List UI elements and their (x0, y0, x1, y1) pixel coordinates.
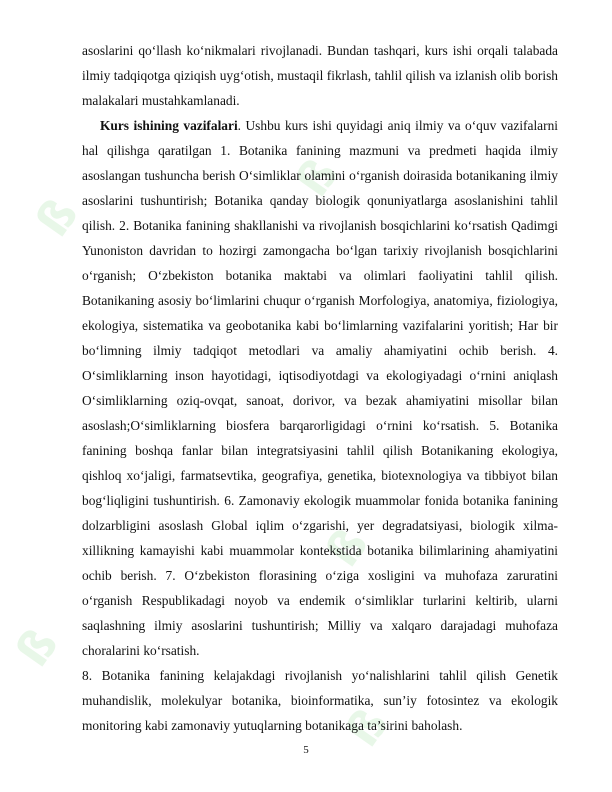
watermark-logo: ß (334, 697, 399, 757)
paragraph-future: 8. Botanika fanining kelajakdagi rivojlanish yo‘nalishlarini tahlil qilish Genetik muhandislik, molekulyar botanika, bioinformatika, sun’iy fotosintez va ekologik monitoring kabi zamonaviy yutuqlarning botanikaga ta’sirini baholash. (82, 668, 558, 733)
watermark-logo: ß (284, 147, 349, 207)
watermark-logo: ß (24, 187, 89, 247)
paragraph-tasks (82, 113, 558, 663)
document-body (82, 38, 558, 738)
tasks-text: . Ushbu kurs ishi quyidagi aniq ilmiy va o‘quv vazifalarni hal qilishga qaratilgan 1. Botanika fanining mazmuni va predmeti haqida ilmiy asoslangan tushuncha berish O‘simliklar olamini o‘rganish doirasida botanikaning ilmiy asoslarini tushuntirish; Botanika qanday biologik qonuniyatlarga asoslanishini tahlil qilish. 2. Botanika fanining shakllanishi va rivojlanish bosqichlarini ko‘rsatish Qadimgi Yunoniston davridan to hozirgi zamongacha bo‘lgan tarixiy rivojlanish bosqichlarini o‘rganish; O‘zbekiston botanika maktabi va olimlari faoliyatini tahlil qilish. Botanikaning asosiy bo‘limlarini chuqur o‘rganish Morfologiya, anatomiya, fiziologiya, ekologiya, sistematika va geobotanika kabi bo‘limlarning vazifalarini yoritish; Har bir bo‘limning ilmiy tadqiqot metodlari va amaliy ahamiyatini ochib berish. 4. O‘simliklarning inson hayotidagi, iqtisodiyotdagi va ekologiyadagi o‘rnini aniqlash O‘simliklarning oziq-ovqat, sanoat, dorivor, va bezak ahamiyatini misollar bilan asoslash;O‘simliklarning biosfera barqarorligidagi o‘rnini ko‘rsatish. 5. Botanika fanining boshqa fanlar bilan integratsiyasini tahlil qilish Botanikaning ekologiya, qishloq xo‘jaligi, farmatsevtika, geografiya, genetika, biotexnologiya va tibbiyot bilan bog‘liqligini tushuntirish. 6. Zamonaviy ekologik muammolar fonida botanika fanining dolzarbligini asoslash Global iqlim o‘zgarishi, yer degradatsiyasi, biologik xilma-xillikning kamayishi kabi muammolar kontekstida botanika bilimlarining ahamiyatini ochib berish. 7. O‘zbekiston florasining o‘ziga xosligini va muhofaza zaruratini o‘rganish Respublikadagi noyob va endemik o‘simliklar turlarini keltirib, ularni saqlashning ilmiy asoslarini tushuntirish; Milliy va xalqaro darajadagi muhofaza choralarini ko‘rsatish. (82, 118, 558, 658)
tasks-heading: Kurs ishining vazifalari (100, 118, 238, 133)
watermark-logo: ß (314, 517, 379, 577)
page-number: 5 (303, 744, 309, 756)
paragraph-intro: asoslarini qo‘llash ko‘nikmalari rivojlanadi. Bundan tashqari, kurs ishi orqali talabada ilmiy tadqiqotga qiziqish uyg‘otish, mustaqil fikrlash, tahlil qilish va izlanish olib borish malakalari mustahkamlanadi. (82, 43, 558, 108)
watermark-logo: ß (4, 617, 69, 677)
